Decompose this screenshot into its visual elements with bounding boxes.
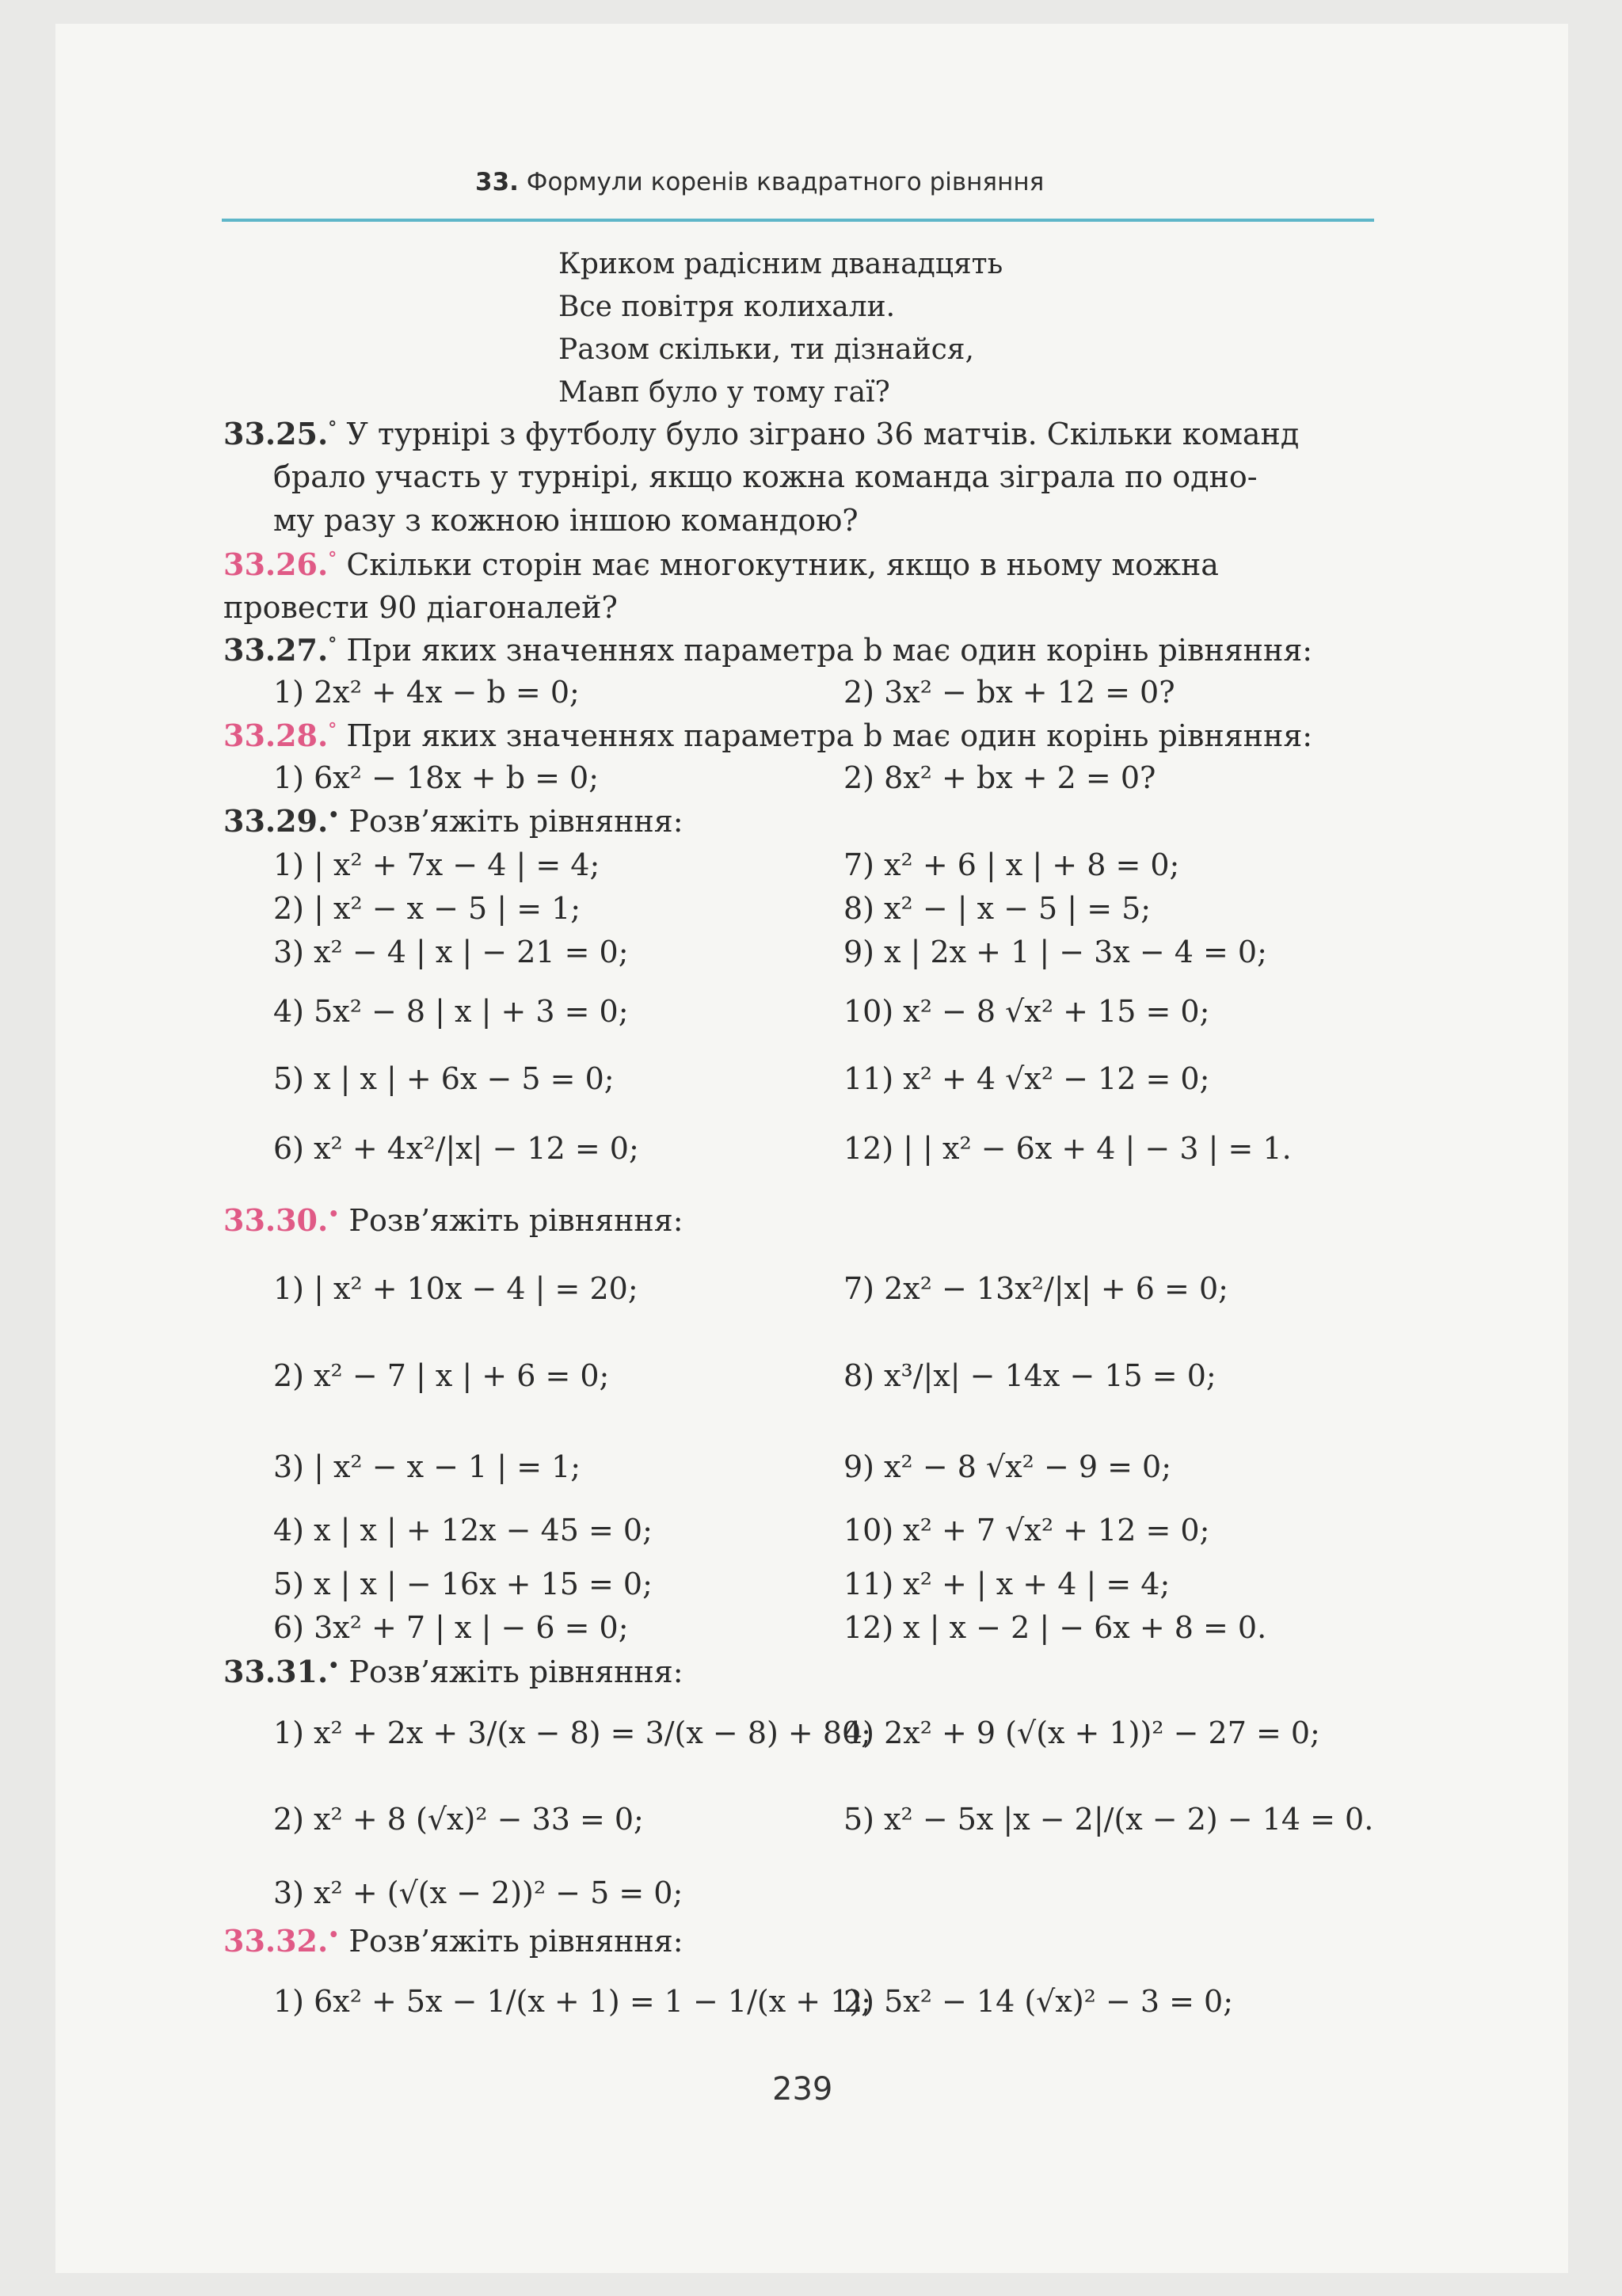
problem-number: 33.25. <box>223 416 329 451</box>
problem-text: брало участь у турнірі, якщо кожна команда зіграла по одно- <box>273 459 1258 494</box>
problem-33-27: 33.27.° При яких значеннях параметра b має один корінь рівняння: <box>223 632 1313 668</box>
problem-33-29: 33.29.• Розв’яжіть рівняння: <box>223 803 683 839</box>
equation-item: 1) | x² + 10x − 4 | = 20; <box>273 1271 638 1306</box>
equation-item: 10) x² − 8 √x² + 15 = 0; <box>843 994 1210 1029</box>
equation-item: 1) 6x² + 5x − 1/(x + 1) = 1 − 1/(x + 1); <box>273 1984 871 2019</box>
problem-number: 33.27. <box>223 632 329 668</box>
equation-item: 4) 5x² − 8 | x | + 3 = 0; <box>273 994 629 1029</box>
problem-33-30: 33.30.• Розв’яжіть рівняння: <box>223 1202 683 1238</box>
equation-item: 2) 3x² − bx + 12 = 0? <box>843 675 1175 710</box>
equation-item: 3) | x² − x − 1 | = 1; <box>273 1449 581 1484</box>
equation-item: 11) x² + 4 √x² − 12 = 0; <box>843 1061 1210 1096</box>
problem-text: Скільки сторін має многокутник, якщо в ньому можна <box>346 547 1219 582</box>
equation-item: 1) | x² + 7x − 4 | = 4; <box>273 847 600 882</box>
equation-item: 5) x | x | − 16x + 15 = 0; <box>273 1567 653 1601</box>
problem-33-31: 33.31.• Розв’яжіть рівняння: <box>223 1654 683 1689</box>
verse-line: Разом скільки, ти дізнайся, <box>558 333 974 366</box>
equation-item: 2) 5x² − 14 (√x)² − 3 = 0; <box>843 1984 1234 2019</box>
problem-text: Розв’яжіть рівняння: <box>348 1203 683 1238</box>
problem-text: Розв’яжіть рівняння: <box>348 804 683 839</box>
problem-text: му разу з кожною іншою командою? <box>273 503 859 538</box>
problem-33-32: 33.32.• Розв’яжіть рівняння: <box>223 1923 683 1959</box>
problem-number: 33.28. <box>223 718 329 753</box>
verse-line: Криком радісним дванадцять <box>558 248 1003 280</box>
problem-text: провести 90 діагоналей? <box>223 590 618 625</box>
section-number: 33. <box>475 168 519 196</box>
equation-item: 5) x² − 5x |x − 2|/(x − 2) − 14 = 0. <box>843 1802 1374 1837</box>
equation-item: 2) x² + 8 (√x)² − 33 = 0; <box>273 1802 644 1837</box>
verse-line: Все повітря колихали. <box>558 291 896 323</box>
problem-text: Розв’яжіть рівняння: <box>348 1654 683 1689</box>
problem-33-28: 33.28.° При яких значеннях параметра b має один корінь рівняння: <box>223 718 1313 753</box>
equation-item: 2) | x² − x − 5 | = 1; <box>273 891 581 926</box>
equation-item: 3) x² + (√(x − 2))² − 5 = 0; <box>273 1875 683 1910</box>
equation-item: 5) x | x | + 6x − 5 = 0; <box>273 1061 615 1096</box>
section-header <box>475 168 1044 196</box>
equation-item: 2) 8x² + bx + 2 = 0? <box>843 760 1156 795</box>
problem-text: Розв’яжіть рівняння: <box>348 1924 683 1959</box>
equation-item: 4) x | x | + 12x − 45 = 0; <box>273 1513 653 1548</box>
equation-item: 8) x³/|x| − 14x − 15 = 0; <box>843 1358 1216 1393</box>
equation-item: 6) x² + 4x²/|x| − 12 = 0; <box>273 1131 639 1166</box>
problem-number: 33.29. <box>223 803 329 839</box>
equation-item: 11) x² + | x + 4 | = 4; <box>843 1567 1171 1601</box>
equation-item: 4) 2x² + 9 (√(x + 1))² − 27 = 0; <box>843 1715 1320 1750</box>
equation-item: 10) x² + 7 √x² + 12 = 0; <box>843 1513 1210 1548</box>
equation-item: 1) x² + 2x + 3/(x − 8) = 3/(x − 8) + 80; <box>273 1715 871 1750</box>
equation-item: 7) x² + 6 | x | + 8 = 0; <box>843 847 1180 882</box>
equation-item: 9) x² − 8 √x² − 9 = 0; <box>843 1449 1172 1484</box>
equation-item: 3) x² − 4 | x | − 21 = 0; <box>273 935 629 969</box>
equation-item: 2) x² − 7 | x | + 6 = 0; <box>273 1358 610 1393</box>
equation-item: 12) | | x² − 6x + 4 | − 3 | = 1. <box>843 1131 1292 1166</box>
problem-number: 33.30. <box>223 1202 329 1238</box>
verse-line: Мавп було у тому гаї? <box>558 376 890 409</box>
problem-text: У турнірі з футболу було зіграно 36 матчів. Скільки команд <box>346 417 1300 451</box>
equation-item: 7) 2x² − 13x²/|x| + 6 = 0; <box>843 1271 1228 1306</box>
problem-text: При яких значеннях параметра b має один корінь рівняння: <box>346 633 1313 668</box>
equation-item: 1) 6x² − 18x + b = 0; <box>273 760 600 795</box>
section-title: Формули коренів квадратного рівняння <box>526 168 1045 196</box>
equation-item: 1) 2x² + 4x − b = 0; <box>273 675 580 710</box>
problem-number: 33.32. <box>223 1923 329 1959</box>
problem-number: 33.31. <box>223 1654 329 1689</box>
equation-item: 12) x | x − 2 | − 6x + 8 = 0. <box>843 1610 1267 1645</box>
problem-33-25: 33.25.° У турнірі з футболу було зіграно 36 матчів. Скільки команд <box>223 416 1300 451</box>
problem-33-26: 33.26.° Скільки сторін має многокутник, якщо в ньому можна <box>223 546 1219 582</box>
header-divider <box>222 219 1374 222</box>
equation-item: 6) 3x² + 7 | x | − 6 = 0; <box>273 1610 629 1645</box>
equation-item: 8) x² − | x − 5 | = 5; <box>843 891 1152 926</box>
problem-number: 33.26. <box>223 546 329 582</box>
problem-text: При яких значеннях параметра b має один корінь рівняння: <box>346 718 1313 753</box>
equation-item: 9) x | 2x + 1 | − 3x − 4 = 0; <box>843 935 1267 969</box>
page-number: 239 <box>772 2071 833 2108</box>
